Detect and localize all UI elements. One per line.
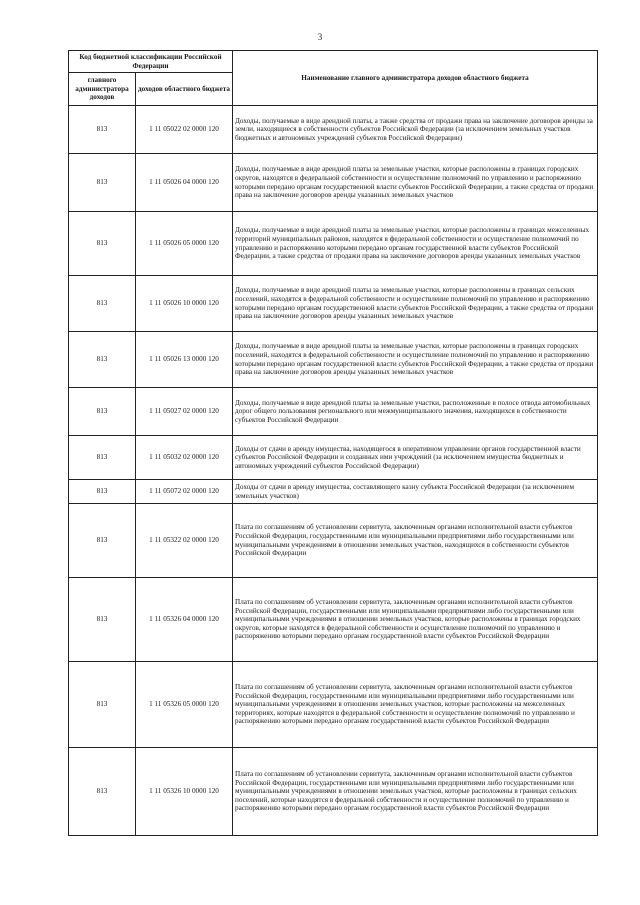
- description-cell: Доходы от сдачи в аренду имущества, составляющего казну субъекта Российской Федерации (за исключением земельных участков): [233, 480, 598, 504]
- income-code-cell: 1 11 05026 04 0000 120: [136, 154, 233, 212]
- income-code-cell: 1 11 05326 04 0000 120: [136, 578, 233, 662]
- income-code-cell: 1 11 05326 05 0000 120: [136, 662, 233, 748]
- admin-code-cell: 813: [69, 212, 136, 276]
- admin-code-cell: 813: [69, 748, 136, 836]
- table-row: [69, 388, 598, 436]
- table-row: [69, 436, 598, 480]
- admin-code-cell: 813: [69, 662, 136, 748]
- header-main-administrator: главного администратора доходов: [69, 73, 136, 106]
- table-row: [69, 748, 598, 836]
- description-cell: Доходы, получаемые в виде арендной платы за земельные участки, расположенные в полосе отвода автомобильных дорог общего пользования регионального или межмуниципального значения, находящихся в собственности субъектов Российской Федерации: [233, 388, 598, 436]
- description-cell: Доходы, получаемые в виде арендной платы за земельные участки, которые расположены в границах городских поселений, находятся в федеральной собственности и осуществление полномочий по управлению и распоряжению которыми передано органам государственной власти субъектов Российской Федерации, а также средства от продажи права на заключение договоров аренды указанных земельных участков: [233, 332, 598, 388]
- income-code-cell: 1 11 05026 13 0000 120: [136, 332, 233, 388]
- admin-code-cell: 813: [69, 154, 136, 212]
- description-cell: Плата по соглашениям об установлении сервитута, заключенным органами исполнительной власти субъектов Российской Федерации, государственными или муниципальными предприятиями либо государственными или муниципальными учреждениями в отношении земельных участков, находящихся в собственности субъектов Российской Федерации: [233, 504, 598, 578]
- table-row: [69, 504, 598, 578]
- description-cell: Плата по соглашениям об установлении сервитута, заключенным органами исполнительной власти субъектов Российской Федерации, государственными или муниципальными предприятиями либо государственными или муниципальными учреждениями в отношении земельных участков, которые расположены в границах городских округов, которые находятся в федеральной собственности и осуществление полномочий по управлению и распоряжению которыми передано органам государственной власти субъектов Российской Федерации: [233, 578, 598, 662]
- income-code-cell: 1 11 05032 02 0000 120: [136, 436, 233, 480]
- admin-code-cell: 813: [69, 332, 136, 388]
- income-code-cell: 1 11 05326 10 0000 120: [136, 748, 233, 836]
- description-cell: Доходы, получаемые в виде арендной платы, а также средства от продажи права на заключение договоров аренды за земли, находящиеся в собственности субъектов Российской Федерации (за исключением земельных участков бюджетных и автономных учреждений субъектов Российской Федерации): [233, 106, 598, 154]
- table-row: [69, 106, 598, 154]
- budget-classification-table: [68, 50, 598, 836]
- admin-code-cell: 813: [69, 106, 136, 154]
- income-code-cell: 1 11 05026 10 0000 120: [136, 276, 233, 332]
- header-regional-budget-income: доходов областного бюджета: [136, 73, 233, 106]
- income-code-cell: 1 11 05322 02 0000 120: [136, 504, 233, 578]
- table-row: [69, 480, 598, 504]
- table-row: [69, 212, 598, 276]
- income-code-cell: 1 11 05022 02 0000 120: [136, 106, 233, 154]
- description-cell: Доходы, получаемые в виде арендной платы за земельные участки, которые расположены в границах городских округов, находятся в федеральной собственности и осуществление полномочий по управлению и распоряжению которыми передано органам государственной власти субъектов Российской Федерации, а также средства от продажи права на заключение договоров аренды указанных земельных участков: [233, 154, 598, 212]
- table-row: [69, 662, 598, 748]
- table-body: [69, 106, 598, 836]
- header-budget-code-group: Код бюджетной классификации Российской Федерации: [69, 51, 233, 73]
- income-code-cell: 1 11 05026 05 0000 120: [136, 212, 233, 276]
- page-number: 3: [317, 32, 323, 42]
- admin-code-cell: 813: [69, 504, 136, 578]
- description-cell: Доходы, получаемые в виде арендной платы за земельные участки, которые расположены в границах сельских поселений, находятся в федеральной собственности и осуществление полномочий по управлению и распоряжению которыми передано органам государственной власти субъектов Российской Федерации, а также средства от продажи права на заключение договоров аренды указанных земельных участков: [233, 276, 598, 332]
- income-code-cell: 1 11 05072 02 0000 120: [136, 480, 233, 504]
- admin-code-cell: 813: [69, 388, 136, 436]
- income-code-cell: 1 11 05027 02 0000 120: [136, 388, 233, 436]
- table-row: [69, 332, 598, 388]
- description-cell: Доходы от сдачи в аренду имущества, находящегося в оперативном управлении органов государственной власти субъектов Российской Федерации и созданных ими учреждений (за исключением имущества бюджетных и автономных учреждений субъектов Российской Федерации): [233, 436, 598, 480]
- header-administrator-name: Наименование главного администратора доходов областного бюджета: [233, 51, 598, 106]
- admin-code-cell: 813: [69, 276, 136, 332]
- description-cell: Доходы, получаемые в виде арендной платы за земельные участки, которые расположены в границах межселенных территорий муниципальных районов, находятся в федеральной собственности и осуществление полномочий по управлению и распоряжению которыми передано органам государственной власти субъектов Российской Федерации, а также средства от продажи права на заключение договоров аренды указанных земельных участков: [233, 212, 598, 276]
- description-cell: Плата по соглашениям об установлении сервитута, заключенным органами исполнительной власти субъектов Российской Федерации, государственными или муниципальными предприятиями либо государственными или муниципальными учреждениями в отношении земельных участков, которые расположены в границах сельских поселений, которые находятся в федеральной собственности и осуществление полномочий по управлению и распоряжению которыми передано органам государственной власти субъектов Российской Федерации: [233, 748, 598, 836]
- table-row: [69, 276, 598, 332]
- admin-code-cell: 813: [69, 578, 136, 662]
- table-row: [69, 578, 598, 662]
- admin-code-cell: 813: [69, 480, 136, 504]
- table-row: [69, 154, 598, 212]
- description-cell: Плата по соглашениям об установлении сервитута, заключенным органами исполнительной власти субъектов Российской Федерации, государственными или муниципальными предприятиями либо государственными или муниципальными учреждениями в отношении земельных участков, которые расположены на межселенных территориях, которые находятся в федеральной собственности и осуществление полномочий по управлению и распоряжению которыми передано органам государственной власти субъектов Российской Федерации: [233, 662, 598, 748]
- admin-code-cell: 813: [69, 436, 136, 480]
